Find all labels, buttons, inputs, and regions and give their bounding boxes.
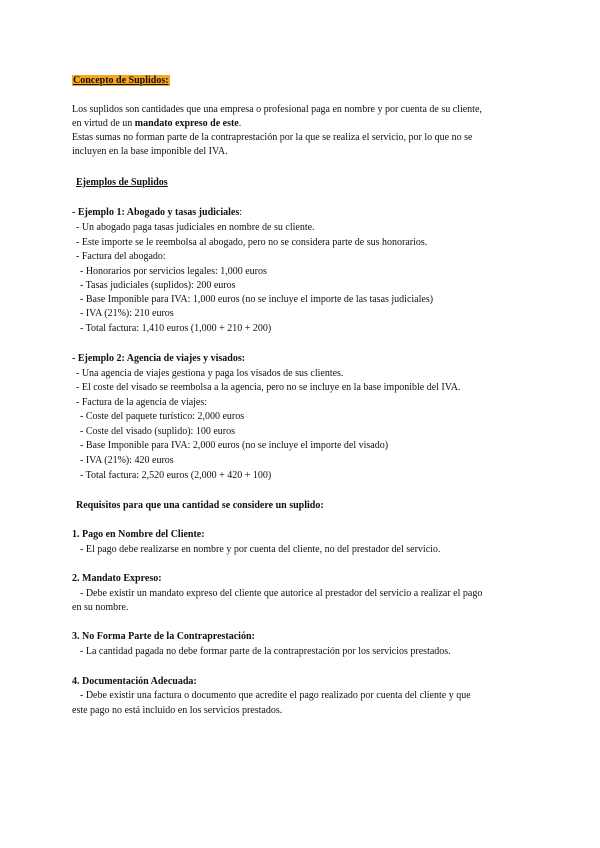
example2-invoice-line: - Coste del paquete turístico: 2,000 euros [80, 411, 245, 422]
example1-invoice-line: - Tasas judiciales (suplidos): 200 euros [80, 280, 236, 291]
intro-line-2-post: . [238, 118, 242, 129]
example2-invoice-line: - Total factura: 2,520 euros (2,000 + 420 + 100) [80, 470, 272, 481]
example1-heading-text: - Ejemplo 1: Abogado y tasas judiciales [72, 207, 240, 218]
requirement-title: 4. Documentación Adecuada: [72, 676, 197, 687]
requirement-line: este pago no está incluido en los servicios prestados. [72, 705, 283, 716]
example2-invoice-line: - Coste del visado (suplido): 100 euros [80, 426, 235, 437]
example1-heading [72, 205, 242, 220]
example1-item: - Este importe se le reembolsa al abogado, pero no se considera parte de sus honorarios. [76, 237, 428, 248]
requirements-heading: Requisitos para que una cantidad se considere un suplido: [76, 500, 324, 511]
example2-item: - Una agencia de viajes gestiona y paga los visados de sus clientes. [76, 368, 344, 379]
requirement-line: - Debe existir una factura o documento que acredite el pago realizado por cuenta del cliente y que [80, 690, 471, 701]
example1-invoice-line: - Honorarios por servicios legales: 1,000 euros [80, 266, 267, 277]
example2-item: - El coste del visado se reembolsa a la agencia, pero no se incluye en la base imponible del IVA. [76, 382, 461, 393]
requirement-line: en su nombre. [72, 602, 129, 613]
requirement-title: 1. Pago en Nombre del Cliente: [72, 529, 205, 540]
example2-invoice-line: - Base Imponible para IVA: 2,000 euros (no se incluye el importe del visado) [80, 440, 389, 451]
example1-invoice-line: - IVA (21%): 210 euros [80, 308, 174, 319]
title-highlight: Concepto de Suplidos: [73, 75, 169, 86]
intro-line-2-pre: en virtud de un [72, 118, 135, 129]
requirement-title: 2. Mandato Expreso: [72, 573, 162, 584]
requirement-line: - El pago debe realizarse en nombre y por cuenta del cliente, no del prestador del servicio. [80, 544, 441, 555]
example1-item: - Factura del abogado: [76, 251, 166, 262]
example2-heading: - Ejemplo 2: Agencia de viajes y visados: [72, 353, 246, 364]
example1-item: - Un abogado paga tasas judiciales en nombre de su cliente. [76, 222, 315, 233]
intro-line-4: incluyen en la base imponible del IVA. [72, 146, 228, 157]
example2-invoice-line: - IVA (21%): 420 euros [80, 455, 174, 466]
example1-invoice-line: - Total factura: 1,410 euros (1,000 + 210 + 200) [80, 323, 272, 334]
intro-line-1: Los suplidos son cantidades que una empresa o profesional paga en nombre y por cuenta de su cliente, [72, 104, 482, 115]
requirement-line: - Debe existir un mandato expreso del cliente que autorice al prestador del servicio a realizar el pago [80, 588, 483, 599]
example1-heading-suffix: : [239, 207, 243, 218]
intro-line-2 [72, 116, 241, 131]
example2-item: - Factura de la agencia de viajes: [76, 397, 208, 408]
examples-heading: Ejemplos de Suplidos [76, 177, 168, 188]
page-title [72, 73, 170, 88]
requirement-line: - La cantidad pagada no debe formar parte de la contraprestación por los servicios prestados. [80, 646, 451, 657]
intro-line-3: Estas sumas no forman parte de la contraprestación por la que se realiza el servicio, por lo que no se [72, 132, 473, 143]
intro-mandato-bold: mandato expreso de este [134, 118, 239, 129]
requirement-title: 3. No Forma Parte de la Contraprestación: [72, 631, 255, 642]
example1-invoice-line: - Base Imponible para IVA: 1,000 euros (no se incluye el importe de las tasas judiciales) [80, 294, 434, 305]
